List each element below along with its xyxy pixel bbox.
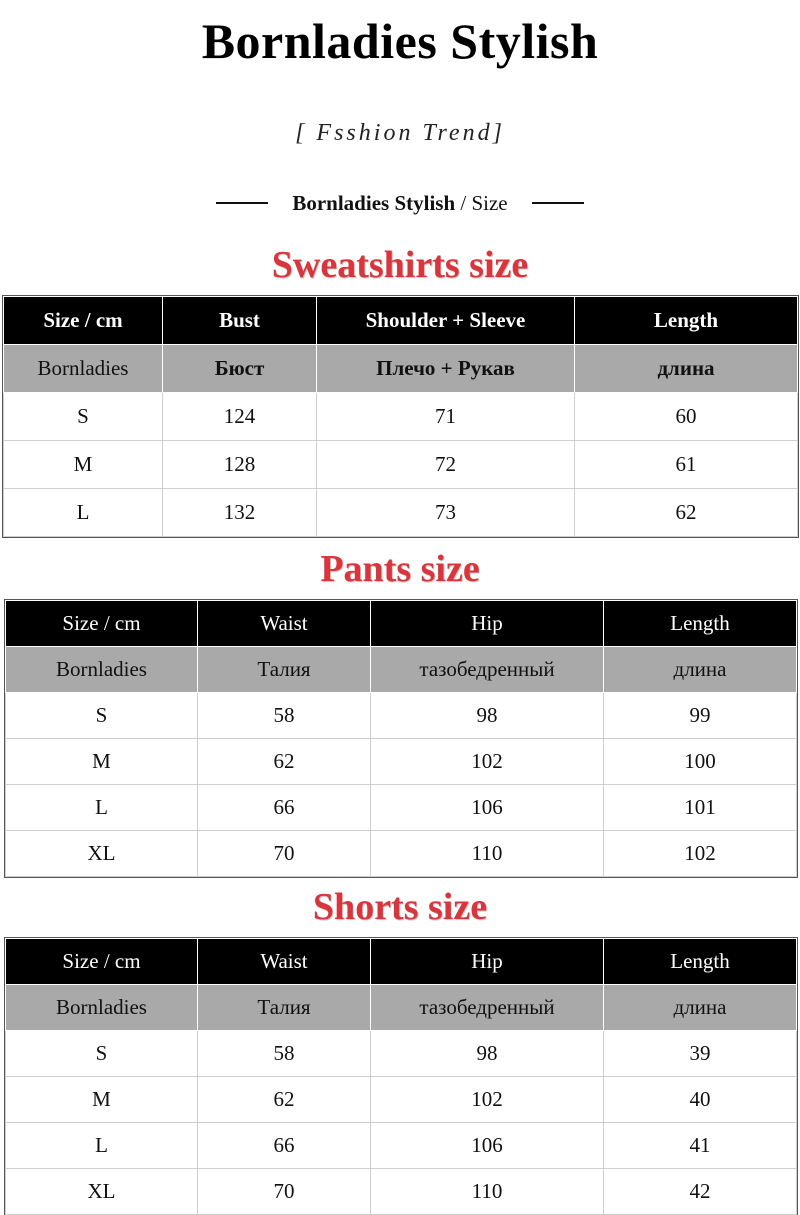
column-header: Shoulder + Sleeve: [317, 297, 575, 345]
table-cell: 99: [604, 693, 797, 739]
table-subheader-row: [6, 647, 797, 693]
table-cell: 110: [371, 831, 604, 877]
left-divider: [216, 202, 268, 204]
table-cell: 41: [604, 1123, 797, 1169]
table-cell: 60: [575, 393, 798, 441]
column-header: Size / cm: [6, 939, 198, 985]
table-row: [6, 1031, 797, 1077]
table-header-row: [4, 297, 798, 345]
column-header: Size / cm: [4, 297, 163, 345]
table-cell: 98: [371, 1031, 604, 1077]
column-header: Length: [604, 601, 797, 647]
table-cell: 132: [163, 489, 317, 537]
table-cell: 101: [604, 785, 797, 831]
subheader-cell: Талия: [198, 985, 371, 1031]
table-cell: 102: [371, 739, 604, 785]
table-cell: XL: [6, 831, 198, 877]
brand-title: Bornladies Stylish: [201, 13, 599, 69]
table-cell: XL: [6, 1169, 198, 1215]
pants-size-table: [5, 600, 797, 877]
table-cell: 39: [604, 1031, 797, 1077]
table-row: [4, 441, 798, 489]
subheader-cell: Плечо + Рукав: [317, 345, 575, 393]
table-subheader-row: [4, 345, 798, 393]
subheader-cell: Bornladies: [6, 647, 198, 693]
table-row: [6, 831, 797, 877]
table-cell: 62: [198, 739, 371, 785]
table-cell: 58: [198, 1031, 371, 1077]
column-header: Hip: [371, 939, 604, 985]
table-header-row: [6, 939, 797, 985]
table-cell: L: [6, 1123, 198, 1169]
subheader-cell: тазобедренный: [371, 985, 604, 1031]
table-subheader-row: [6, 985, 797, 1031]
table-cell: 70: [198, 831, 371, 877]
subheading-text: [292, 191, 507, 216]
table-cell: 61: [575, 441, 798, 489]
table-cell: S: [6, 1031, 198, 1077]
column-header: Length: [575, 297, 798, 345]
column-header: Size / cm: [6, 601, 198, 647]
subheading: [0, 188, 800, 218]
table-row: [6, 785, 797, 831]
table-cell: L: [6, 785, 198, 831]
sweatshirts-size-table: [3, 296, 798, 537]
column-header: Bust: [163, 297, 317, 345]
subheader-cell: Bornladies: [6, 985, 198, 1031]
table-row: [6, 1123, 797, 1169]
right-divider: [532, 202, 584, 204]
table-cell: 102: [371, 1077, 604, 1123]
subheader-cell: Талия: [198, 647, 371, 693]
tagline: [ Fsshion Trend]: [295, 120, 505, 146]
table-cell: M: [6, 1077, 198, 1123]
table-cell: 40: [604, 1077, 797, 1123]
table-row: [6, 1077, 797, 1123]
column-header: Hip: [371, 601, 604, 647]
table-cell: M: [6, 739, 198, 785]
table-cell: 42: [604, 1169, 797, 1215]
table-cell: S: [6, 693, 198, 739]
table-cell: 66: [198, 785, 371, 831]
subheader-cell: длина: [604, 985, 797, 1031]
table-cell: 62: [198, 1077, 371, 1123]
sweatshirts-title: Sweatshirts size: [271, 244, 529, 286]
table-cell: L: [4, 489, 163, 537]
table-row: [6, 739, 797, 785]
column-header: Waist: [198, 939, 371, 985]
subheader-cell: тазобедренный: [371, 647, 604, 693]
table-cell: M: [4, 441, 163, 489]
table-cell: 66: [198, 1123, 371, 1169]
table-cell: 102: [604, 831, 797, 877]
column-header: Length: [604, 939, 797, 985]
shorts-title: Shorts size: [312, 886, 488, 928]
table-cell: 124: [163, 393, 317, 441]
table-cell: 106: [371, 785, 604, 831]
table-cell: 128: [163, 441, 317, 489]
table-header-row: [6, 601, 797, 647]
table-cell: 100: [604, 739, 797, 785]
subheader-cell: длина: [575, 345, 798, 393]
subheading-brand: Bornladies Stylish: [292, 190, 456, 215]
pants-title: Pants size: [320, 548, 480, 590]
table-cell: S: [4, 393, 163, 441]
table-cell: 62: [575, 489, 798, 537]
table-cell: 70: [198, 1169, 371, 1215]
table-row: [4, 489, 798, 537]
subheader-cell: Bornladies: [4, 345, 163, 393]
subheading-size: / Size: [460, 190, 508, 215]
table-row: [6, 693, 797, 739]
subheader-cell: длина: [604, 647, 797, 693]
shorts-size-table: [5, 938, 797, 1215]
table-row: [6, 1169, 797, 1215]
table-cell: 98: [371, 693, 604, 739]
table-row: [4, 393, 798, 441]
table-cell: 72: [317, 441, 575, 489]
table-cell: 73: [317, 489, 575, 537]
column-header: Waist: [198, 601, 371, 647]
table-cell: 106: [371, 1123, 604, 1169]
table-cell: 58: [198, 693, 371, 739]
subheader-cell: Бюст: [163, 345, 317, 393]
table-cell: 110: [371, 1169, 604, 1215]
table-cell: 71: [317, 393, 575, 441]
